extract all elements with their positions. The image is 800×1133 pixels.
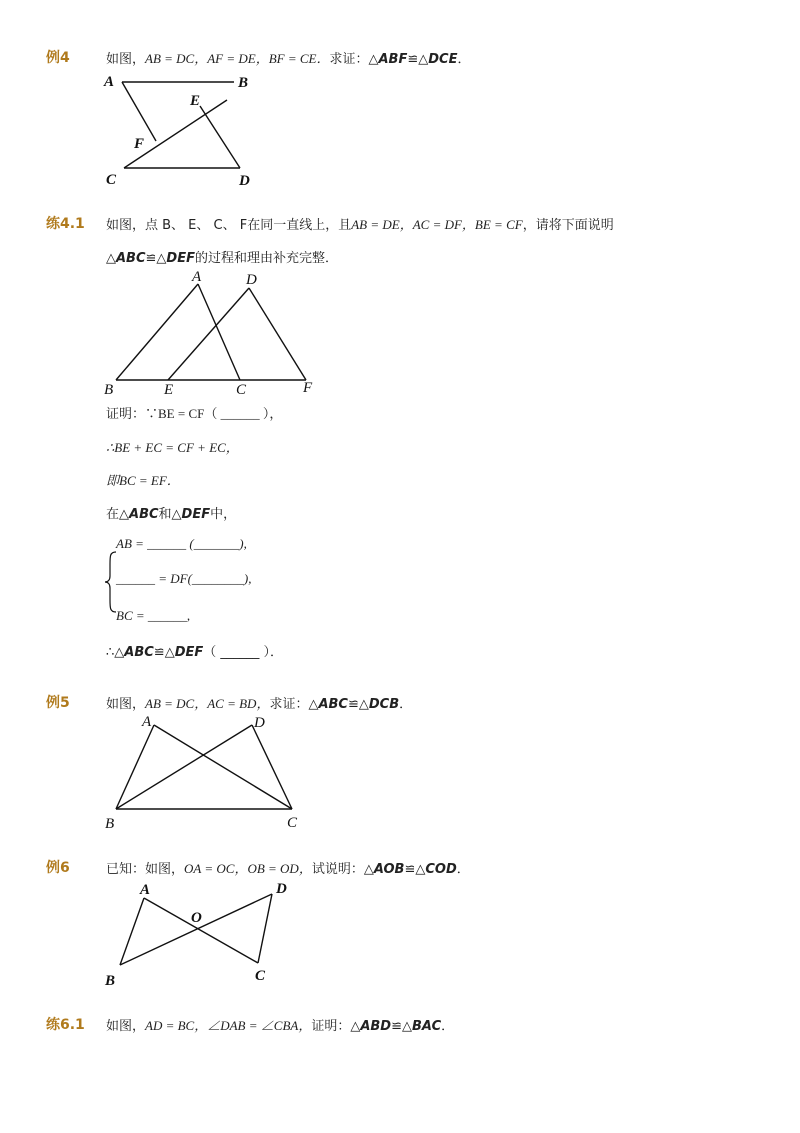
label-b: B: [105, 973, 116, 989]
exercise-4-1-text3: 的过程和理由补充完整．: [194, 251, 338, 266]
label-f: F: [303, 380, 313, 396]
proof-conclusion-triangle-2: △DEF: [164, 645, 204, 660]
example-5-pre: 如图，: [106, 697, 146, 712]
label-e: E: [190, 93, 201, 109]
system-line-2: ______ = DF(________),: [116, 571, 252, 586]
label-a: A: [104, 74, 115, 90]
example-4-conditions: AB = DC，AF = DE，BF = CE．: [145, 51, 330, 66]
example-6-triangle-1: △AOB: [363, 862, 405, 877]
example-5-statement: [106, 693, 412, 712]
example-4-triangle-1: △ABF: [368, 52, 408, 67]
label-c: C: [287, 815, 298, 831]
proof-conclusion-therefore: ∴: [106, 645, 115, 660]
example-4-statement: [106, 48, 471, 67]
label-b: B: [238, 75, 249, 91]
label-a: A: [192, 269, 202, 285]
exercise-6-1-pre: 如图，: [106, 1019, 146, 1034]
proof-conclusion: [106, 641, 283, 660]
example-5-conditions: AB = DC，AC = BD，: [145, 696, 270, 711]
proof-conclusion-triangle-1: △ABC: [114, 645, 154, 660]
example-4-tag: 例4: [46, 50, 70, 66]
label-d: D: [239, 173, 250, 189]
proof-conclusion-congruent: ≌: [153, 645, 165, 660]
example-6-statement: [106, 858, 470, 877]
exercise-4-1-statement: [106, 214, 614, 233]
example-4-pre: 如图，: [106, 52, 146, 67]
example-4-end: ．: [457, 52, 471, 67]
label-b: B: [105, 816, 115, 832]
example-5-congruent: ≌: [347, 697, 359, 712]
proof-line-3: 即BC = EF．: [106, 473, 180, 488]
exercise-6-1-statement: [106, 1015, 454, 1034]
example-4-congruent: ≌: [407, 52, 419, 67]
proof-line-4-triangle-1: △ABC: [119, 507, 159, 522]
exercise-6-1-congruent: ≌: [391, 1019, 403, 1034]
example-4-ask: 求证：: [329, 52, 369, 67]
example-6-end: ．: [456, 862, 470, 877]
exercise-4-1-text1: 如图，点 B、 E、 C、 F在同一直线上，且: [106, 218, 352, 233]
label-d: D: [246, 272, 257, 288]
proof-conclusion-reason: （ ______ ）．: [203, 645, 284, 660]
label-a: A: [140, 882, 151, 898]
exercise-4-1-triangle-2: △DEF: [156, 251, 195, 266]
system-line-1: AB = ______ (_______),: [116, 536, 247, 551]
system-line-3: BC = ______,: [116, 608, 191, 623]
example-5-triangle-1: △ABC: [308, 697, 348, 712]
exercise-6-1-triangle-2: △BAC: [402, 1019, 442, 1034]
label-c: C: [106, 172, 117, 188]
exercise-4-1-conditions: AB = DE，AC = DF，BE = CF: [351, 217, 523, 232]
example-6-triangle-2: △COD: [415, 862, 457, 877]
example-5-figure: [100, 712, 320, 834]
example-4-figure: [100, 68, 270, 190]
label-c: C: [255, 968, 266, 984]
label-b: B: [104, 382, 114, 398]
proof-line-4-triangle-2: △DEF: [171, 507, 211, 522]
proof-line-1: [106, 403, 282, 422]
label-a: A: [142, 714, 152, 730]
exercise-4-1-tag: 练4.1: [46, 216, 85, 232]
exercise-6-1-triangle-1: △ABD: [350, 1019, 392, 1034]
example-5-ask: 求证：: [269, 697, 309, 712]
example-5-end: ．: [399, 697, 413, 712]
example-5-triangle-2: △DCB: [358, 697, 400, 712]
example-6-conditions: OA = OC，OB = OD，: [184, 861, 312, 876]
proof-line-2: ∴BE + EC = CF + EC，: [106, 440, 239, 455]
example-6-figure: [100, 876, 300, 992]
exercise-6-1-ask: 证明：: [311, 1019, 351, 1034]
label-o: O: [191, 910, 202, 926]
proof-line-4-a: 在: [106, 507, 120, 522]
exercise-6-1-end: ．: [441, 1019, 455, 1034]
label-d: D: [254, 715, 265, 731]
proof-line-4-c: 中，: [210, 507, 237, 522]
exercise-4-1-figure: [100, 266, 330, 398]
example-5-tag: 例5: [46, 695, 70, 711]
proof-line-4: [106, 503, 236, 522]
label-e: E: [164, 382, 174, 398]
example-6-pre: 已知：如图，: [106, 862, 185, 877]
label-c: C: [236, 382, 247, 398]
exercise-4-1-triangle-1: △ABC: [106, 251, 146, 266]
example-4-triangle-2: △DCE: [418, 52, 458, 67]
label-f: F: [134, 136, 145, 152]
example-6-ask: 试说明：: [311, 862, 364, 877]
proof-line-1-text: 证明：∵BE = CF（ ______ ），: [106, 406, 283, 421]
proof-line-4-b: 和: [158, 507, 172, 522]
exercise-4-1-congruent: ≌: [145, 251, 157, 266]
label-d: D: [276, 881, 287, 897]
example-6-congruent: ≌: [404, 862, 416, 877]
exercise-4-1-text2: ，请将下面说明: [522, 218, 614, 233]
exercise-6-1-conditions: AD = BC，∠DAB = ∠CBA，: [145, 1018, 312, 1033]
example-6-tag: 例6: [46, 860, 70, 876]
exercise-6-1-tag: 练6.1: [46, 1017, 85, 1033]
exercise-4-1-statement-line2: [106, 247, 338, 266]
